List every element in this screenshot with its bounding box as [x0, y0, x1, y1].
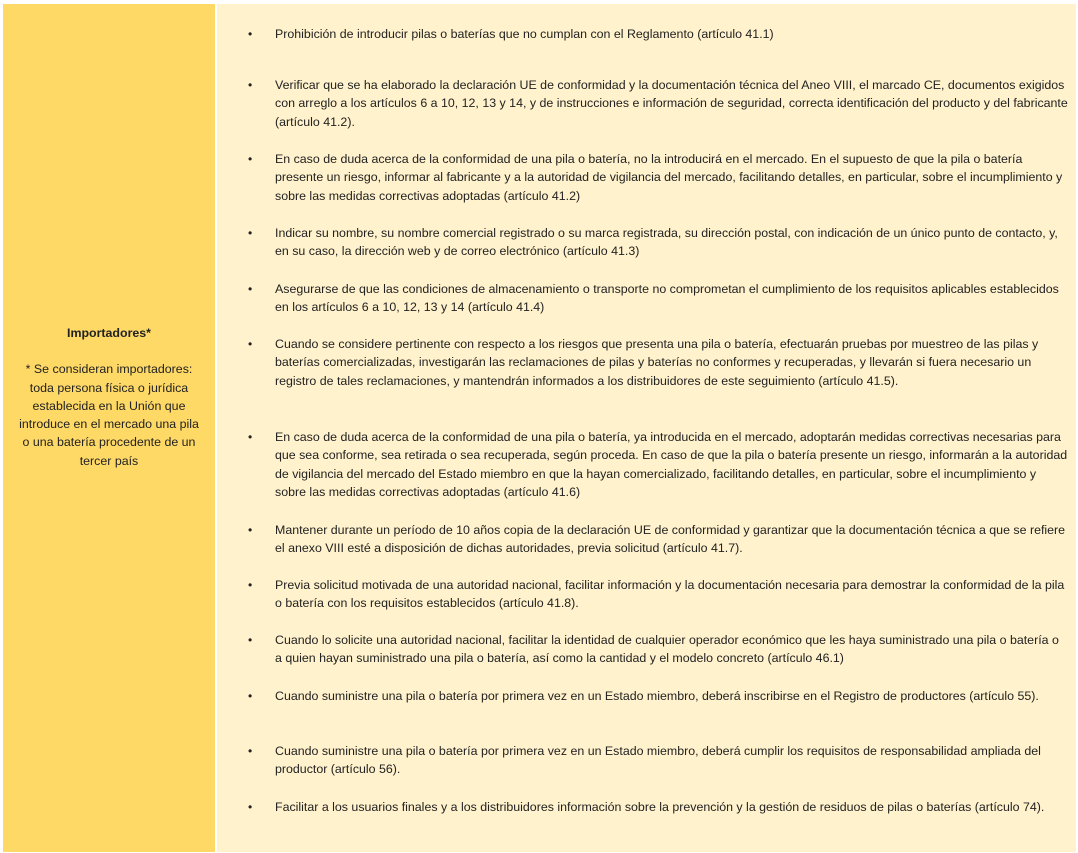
role-definition-note: * Se consideran importadores: toda persona física o jurídica establecida en la Unión que introduce en el mercado una pila o una batería procedente de un tercer país: [19, 362, 199, 468]
list-item: [217, 224, 1068, 261]
list-item: [217, 280, 1068, 317]
obligations-list: [217, 4, 1076, 852]
role-title: Importadores*: [67, 325, 151, 340]
list-item-text: Mantener durante un período de 10 años copia de la declaración UE de conformidad y garantizar que la documentación técnica a que se refiere el anexo VIII esté a disposición de dichas autoridades, previa solicitud (artículo 41.7).: [275, 523, 1066, 556]
list-item-text: Asegurarse de que las condiciones de almacenamiento o transporte no comprometan el cumplimiento de los requisitos aplicables establecidos en los artículos 6 a 10, 12, 13 y 14 (artículo 41.4): [275, 282, 1059, 315]
list-item-text: Indicar su nombre, su nombre comercial registrado o su marca registrada, su dirección postal, con indicación de un único punto de contacto, y, en su caso, la dirección web y de correo electrónico (artículo 41.3): [275, 226, 1058, 259]
list-item: [217, 576, 1068, 613]
list-item-text: En caso de duda acerca de la conformidad de una pila o batería, ya introducida en el mercado, adoptarán medidas correctivas necesarias para que sea conforme, sea retirada o sea recuperada, según proceda. En caso de que la pila o batería presente un riesgo, informarán a la autoridad de vigilancia del mercado del Estado miembro en que la hayan comercializado, facilitando detalles, en particular, sobre el incumplimiento y sobre las medidas correctivas adoptadas (artículo 41.6): [275, 430, 1068, 499]
list-item: [217, 150, 1068, 205]
list-item-text: En caso de duda acerca de la conformidad de una pila o batería, no la introducirá en el mercado. En el supuesto de que la pila o batería presente un riesgo, informar al fabricante y a la autoridad de vigilancia del mercado, facilitando detalles, en particular, sobre el incumplimiento y sobre las medidas correctivas adoptadas (artículo 41.2): [275, 152, 1063, 203]
list-item: [217, 521, 1068, 558]
list-item-text: Verificar que se ha elaborado la declaración UE de conformidad y la documentación técnica del Aneo VIII, el marcado CE, documentos exigidos con arreglo a los artículos 6 a 10, 12, 13 y 14, y de instrucciones e información de seguridad, correcta identificación del producto y del fabricante (artículo 41.2).: [275, 78, 1068, 129]
list-item: [217, 742, 1068, 779]
bullet-icon: •: [248, 430, 253, 444]
bullet-icon: •: [248, 282, 253, 296]
list-item: [217, 428, 1068, 501]
role-cell: [3, 4, 215, 852]
bullet-icon: •: [248, 800, 253, 814]
list-item-text: Cuando suministre una pila o batería por primera vez en un Estado miembro, deberá inscribirse en el Registro de productores (artículo 55).: [275, 689, 1039, 703]
list-item-text: Prohibición de introducir pilas o baterías que no cumplan con el Reglamento (artículo 41.1): [275, 27, 774, 41]
bullet-icon: •: [248, 744, 253, 758]
bullet-icon: •: [248, 152, 253, 166]
bullet-icon: •: [248, 78, 253, 92]
list-item-text: Cuando se considere pertinente con respecto a los riesgos que presenta una pila o batería, efectuarán pruebas por muestreo de las pilas y baterías comercializadas, investigarán las reclamaciones de pilas y baterías no conformes y recuperadas, y llevarán si fuera necesario un registro de tales reclamaciones, y mantendrán informados a los distribuidores de este seguimiento (artículo 41.5).: [275, 337, 1039, 388]
list-item: [217, 631, 1068, 668]
list-item-text: Previa solicitud motivada de una autoridad nacional, facilitar información y la documentación necesaria para demostrar la conformidad de la pila o batería con los requisitos establecidos (artículo 41.8).: [275, 578, 1065, 611]
list-item: [217, 76, 1068, 131]
role-content: [15, 324, 203, 470]
bullet-icon: •: [248, 689, 253, 703]
bullet-icon: •: [248, 523, 253, 537]
bullet-icon: •: [248, 337, 253, 351]
list-item-text: Cuando lo solicite una autoridad nacional, facilitar la identidad de cualquier operador económico que les haya suministrado una pila o batería o a quien hayan suministrado una pila o batería, así como la cantidad y el modelo concreto (artículo 46.1): [275, 633, 1059, 666]
list-item: [217, 798, 1068, 816]
list-item-text: Facilitar a los usuarios finales y a los distribuidores información sobre la prevención y la gestión de residuos de pilas o baterías (artículo 74).: [275, 800, 1045, 814]
bullet-icon: •: [248, 226, 253, 240]
list-item-text: Cuando suministre una pila o batería por primera vez en un Estado miembro, deberá cumplir los requisitos de responsabilidad ampliada del productor (artículo 56).: [275, 744, 1041, 777]
bullet-icon: •: [248, 578, 253, 592]
list-item: [217, 25, 1068, 43]
bullet-icon: •: [248, 633, 253, 647]
list-item: [217, 687, 1068, 705]
obligations-table: [3, 4, 1076, 852]
bullet-icon: •: [248, 27, 253, 41]
list-item: [217, 335, 1068, 390]
